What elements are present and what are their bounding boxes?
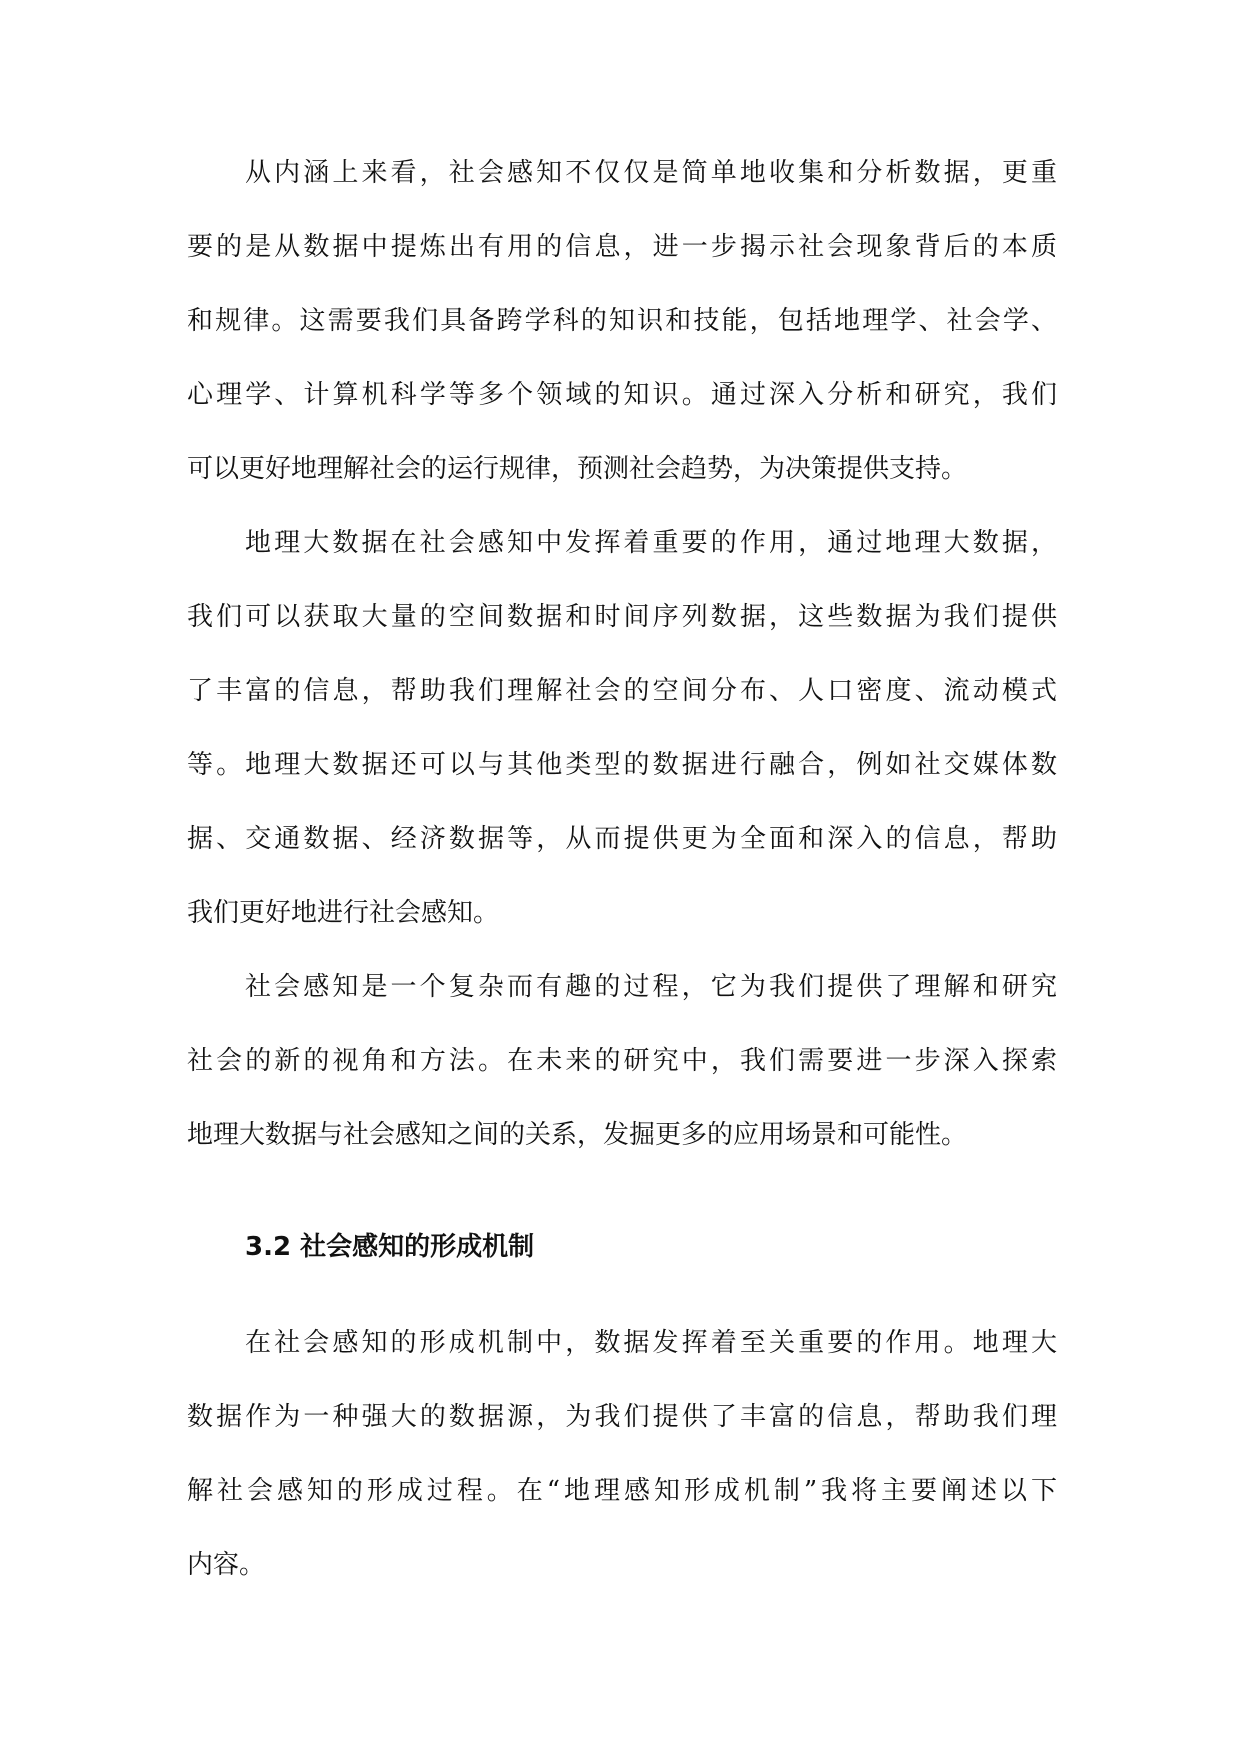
paragraph-line: 等。地理大数据还可以与其他类型的数据进行融合，例如社交媒体数 [187,750,1057,780]
paragraph-line: 要的是从数据中提炼出有用的信息，进一步揭示社会现象背后的本质 [187,232,1057,262]
paragraph-line: 解社会感知的形成过程。在“地理感知形成机制”我将主要阐述以下 [187,1475,1057,1506]
paragraph-line: 地理大数据在社会感知中发挥着重要的作用，通过地理大数据， [245,528,1057,558]
paragraph-line: 了丰富的信息，帮助我们理解社会的空间分布、人口密度、流动模式 [187,676,1057,706]
paragraph-line: 在社会感知的形成机制中，数据发挥着至关重要的作用。地理大 [245,1327,1057,1358]
paragraph-line: 从内涵上来看，社会感知不仅仅是简单地收集和分析数据，更重 [245,158,1057,188]
paragraph-formation-mechanism [187,1313,1057,1609]
paragraph-line: 我们更好地进行社会感知。 [187,898,500,928]
paragraph-line: 心理学、计算机科学等多个领域的知识。通过深入分析和研究，我们 [187,380,1057,410]
paragraph-line: 数据作为一种强大的数据源，为我们提供了丰富的信息，帮助我们理 [187,1401,1057,1432]
paragraph-line: 可以更好地理解社会的运行规律，预测社会趋势，为决策提供支持。 [187,454,968,484]
paragraph-geo-big-data [187,513,1057,957]
paragraph-conclusion [187,957,1057,1179]
paragraph-line: 地理大数据与社会感知之间的关系，发掘更多的应用场景和可能性。 [187,1120,968,1150]
paragraph-line: 和规律。这需要我们具备跨学科的知识和技能，包括地理学、社会学、 [187,306,1057,336]
paragraph-meaning [187,143,1057,513]
document-body [187,143,1057,1609]
paragraph-line: 内容。 [187,1549,266,1580]
paragraph-line: 社会的新的视角和方法。在未来的研究中，我们需要进一步深入探索 [187,1046,1057,1076]
paragraph-line: 据、交通数据、经济数据等，从而提供更为全面和深入的信息，帮助 [187,824,1057,854]
section-heading: 3.2 社会感知的形成机制 [245,1232,535,1262]
paragraph-line: 我们可以获取大量的空间数据和时间序列数据，这些数据为我们提供 [187,602,1057,632]
paragraph-line: 社会感知是一个复杂而有趣的过程，它为我们提供了理解和研究 [245,972,1057,1002]
